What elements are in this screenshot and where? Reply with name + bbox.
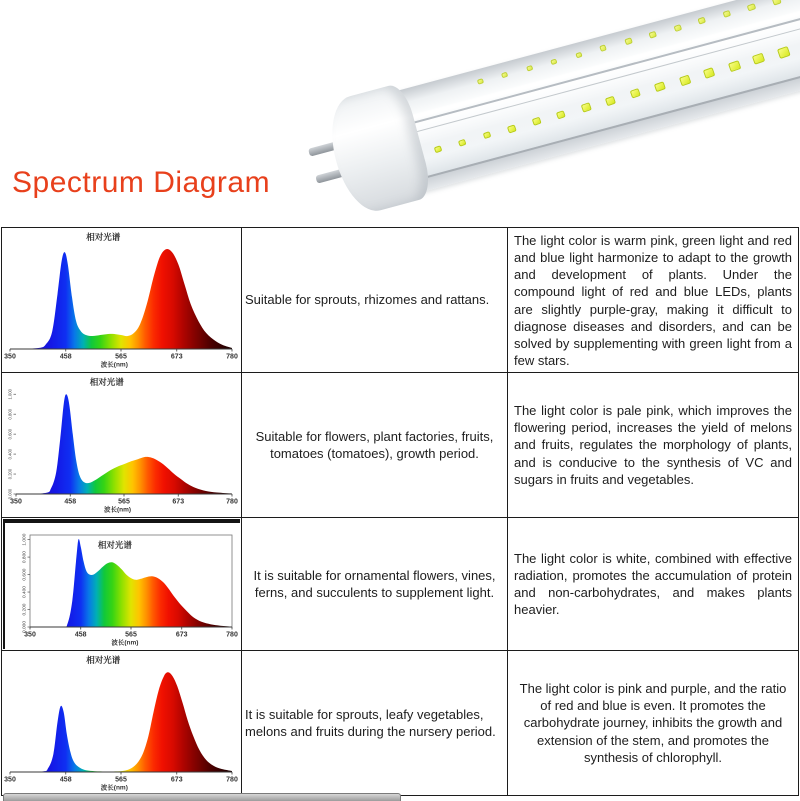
suitability-text-2: Suitable for flowers, plant factories, fruits, tomatoes (tomatoes), growth period. [255,428,494,461]
svg-text:565: 565 [115,776,127,784]
led-chip [550,58,557,65]
page-title: Spectrum Diagram [12,166,271,199]
led-chip [698,17,707,25]
svg-text:350: 350 [4,776,16,784]
svg-text:565: 565 [115,353,127,361]
description-cell-3 [508,518,798,651]
svg-text:780: 780 [226,498,238,506]
svg-text:0.800: 0.800 [22,551,28,564]
led-chip [482,131,491,140]
led-chip [580,103,591,113]
svg-text:0.400: 0.400 [22,586,28,599]
spectrum-table [1,227,799,796]
svg-text:0.400: 0.400 [7,448,13,460]
svg-text:0.000: 0.000 [7,488,13,500]
led-chip [501,72,508,79]
suitability-cell-4 [242,651,508,795]
suitability-text-4: It is suitable for sprouts, leafy vegetables, melons and fruits during the nursery period. [245,706,496,739]
led-chip [476,79,483,85]
svg-text:0.600: 0.600 [22,568,28,581]
svg-text:0.200: 0.200 [7,468,13,480]
led-chip [605,96,616,106]
suitability-text-3: It is suitable for ornamental flowers, vines, ferns, and succulents to supplement light. [253,567,496,600]
suitability-cell-1 [242,228,508,373]
description-text-3: The light color is white, combined with effective radiation, promotes the accumulation of protein and non-carbohydrates, and makes plants heavier. [514,550,792,618]
led-chip [526,65,533,72]
svg-text:0.000: 0.000 [22,620,28,634]
suitability-text-1: Suitable for sprouts, rhizomes and rattans. [245,292,490,308]
led-chip [507,124,517,133]
spectrum-chart-white [3,519,240,649]
svg-text:673: 673 [170,776,183,784]
description-cell-4 [508,651,798,795]
svg-text:相对光谱: 相对光谱 [86,232,121,242]
svg-text:波长(nm): 波长(nm) [103,506,132,514]
led-chip [531,117,541,126]
led-chip [654,81,666,92]
spectrum-chart-blue-dominant [3,374,240,516]
svg-text:波长(nm): 波长(nm) [100,361,128,369]
description-text-2: The light color is pale pink, which improves the flowering period, increases the yield of melons and fruits, regulates the morphology of plants, and is conducive to the synthesis of VC and sugars in fruits and vegetables. [514,403,792,487]
svg-text:458: 458 [59,353,72,361]
description-cell-2 [508,373,798,518]
svg-text:350: 350 [10,498,22,506]
svg-text:565: 565 [118,498,130,506]
svg-text:1.000: 1.000 [7,389,13,400]
svg-text:350: 350 [4,353,16,361]
svg-text:780: 780 [226,776,238,784]
svg-text:0.200: 0.200 [22,603,28,616]
led-chip [703,67,716,79]
svg-text:780: 780 [226,353,238,361]
led-chip [747,3,756,12]
svg-text:458: 458 [59,776,72,784]
led-chip [678,74,690,85]
svg-text:波长(nm): 波长(nm) [100,784,128,792]
led-chip [727,60,740,72]
spectrum-chart-cell-2 [2,373,242,518]
spectrum-chart-cell-3 [2,518,242,651]
svg-text:780: 780 [226,631,238,639]
suitability-cell-2 [242,373,508,518]
description-text-1: The light color is warm pink, green light and red and blue light harmonize to adapt to the growth and development of plants. Under the compound light of red and blue LEDs, plants are slightly purple-gray, making it difficult to diagnose diseases and disorders, and can be solved by supplementing with green light from a few stars. [514,233,792,369]
description-text-4: The light color is pink and purple, and the ratio of red and blue is even. It promotes the carbohydrate journey, inhibits the growth and extension of the stem, and promotes the synthesis of chlorophyll. [519,681,787,765]
led-chip [771,0,780,5]
svg-text:1.000: 1.000 [22,533,28,546]
svg-text:相对光谱: 相对光谱 [97,540,132,550]
svg-text:相对光谱: 相对光谱 [86,655,121,665]
spectrum-chart-pink-purple [3,652,240,794]
led-chip [599,44,607,51]
svg-text:波长(nm): 波长(nm) [111,639,139,647]
led-chip [722,10,731,18]
svg-text:458: 458 [64,498,77,506]
led-chip [648,31,656,39]
svg-text:相对光谱: 相对光谱 [89,377,124,387]
svg-text:673: 673 [172,498,185,506]
led-chip [776,46,790,59]
led-chip [752,53,765,65]
svg-text:565: 565 [125,631,137,639]
led-tube-image [327,0,800,210]
spectrum-chart-red-blue [3,229,240,371]
svg-text:673: 673 [175,631,188,639]
suitability-cell-3 [242,518,508,651]
description-cell-1 [508,228,798,373]
svg-text:350: 350 [24,631,36,639]
led-chip [673,24,682,32]
spectrum-chart-cell-4 [2,651,242,795]
svg-text:458: 458 [74,631,87,639]
spectrum-chart-cell-1 [2,228,242,373]
led-chip [624,38,632,46]
led-chip [433,146,441,154]
led-chip [575,51,583,58]
svg-text:673: 673 [170,353,183,361]
led-chip [556,110,566,120]
led-chip [458,139,467,147]
svg-text:0.800: 0.800 [7,408,13,420]
led-chip [629,89,640,100]
svg-text:0.600: 0.600 [7,428,13,440]
